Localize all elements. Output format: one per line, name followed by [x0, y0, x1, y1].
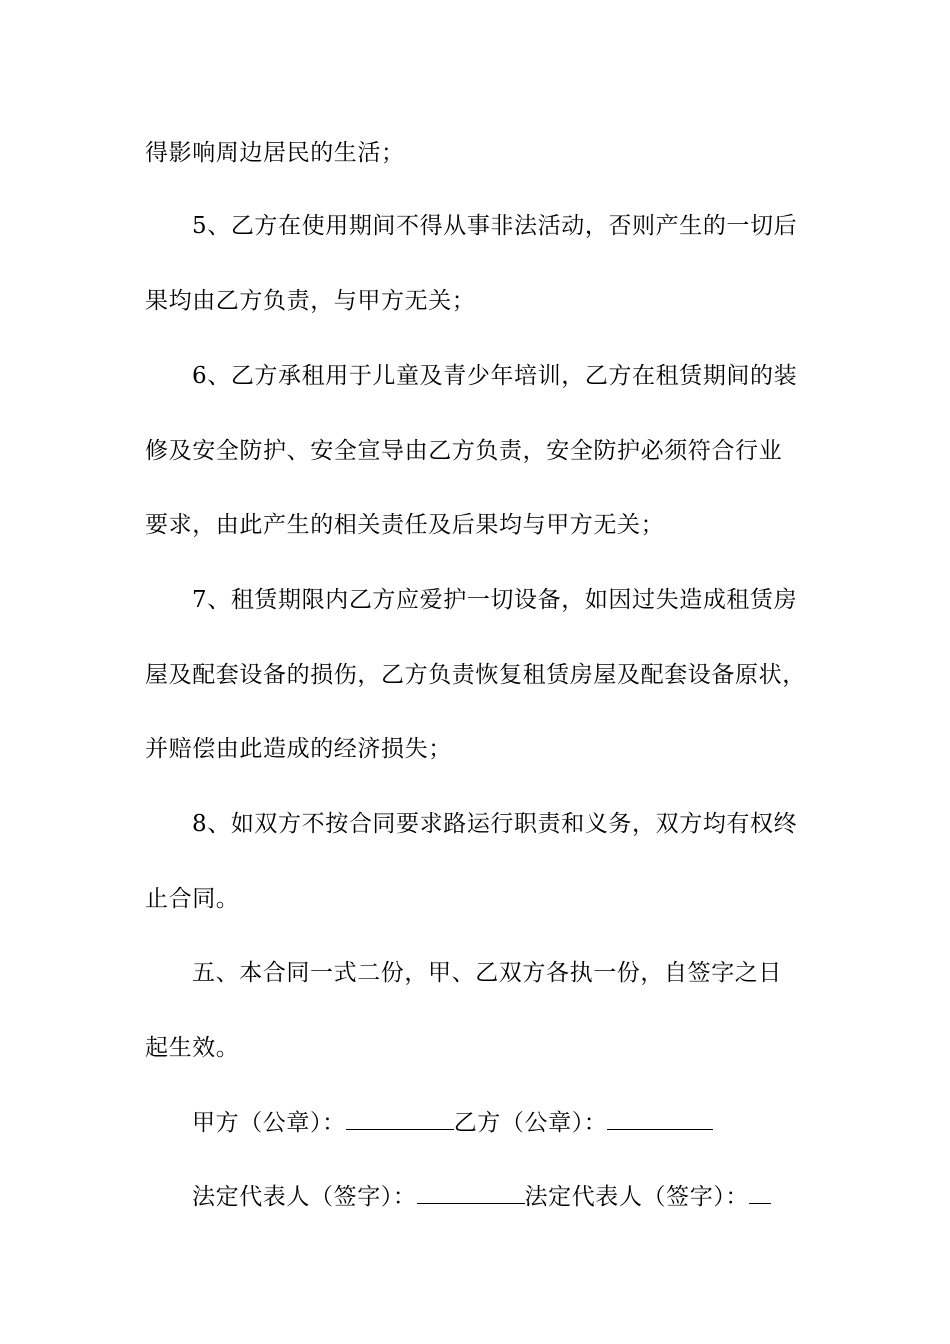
- party-a-rep-label: 法定代表人（签字）：: [192, 1184, 417, 1210]
- party-b-seal-blank: [607, 1109, 713, 1130]
- paragraph-line: 五、本合同一式二份，甲、乙双方各执一份，自签字之日: [192, 960, 782, 986]
- representative-line: [192, 1182, 771, 1212]
- paragraph-line: 得影响周边居民的生活；: [145, 140, 405, 166]
- paragraph-line: 8、如双方不按合同要求路运行职责和义务，双方均有权终: [192, 811, 798, 837]
- paragraph-line: 起生效。: [145, 1035, 240, 1061]
- party-b-rep-label: 法定代表人（签字）：: [524, 1184, 749, 1210]
- party-b-rep-blank: [749, 1183, 771, 1204]
- paragraph-line: 并赔偿由此造成的经济损失；: [145, 736, 452, 762]
- party-b-seal-label: 乙方（公章）：: [453, 1110, 608, 1136]
- party-a-rep-blank: [417, 1183, 525, 1204]
- paragraph-line: 要求，由此产生的相关责任及后果均与甲方无关；: [145, 512, 665, 538]
- party-a-seal-label: 甲方（公章）：: [192, 1110, 346, 1136]
- paragraph-line: 止合同。: [145, 886, 240, 912]
- paragraph-line: 6、乙方承租用于儿童及青少年培训，乙方在租赁期间的装: [192, 363, 798, 389]
- party-a-seal-blank: [346, 1109, 454, 1130]
- paragraph-line: 7、租赁期限内乙方应爱护一切设备，如因过失造成租赁房: [192, 587, 798, 613]
- paragraph-line: 屋及配套设备的损伤，乙方负责恢复租赁房屋及配套设备原状，: [145, 662, 806, 688]
- paragraph-line: 果均由乙方负责，与甲方无关；: [145, 288, 476, 314]
- paragraph-line: 5、乙方在使用期间不得从事非法活动，否则产生的一切后: [192, 213, 798, 239]
- seal-line: [192, 1108, 713, 1138]
- paragraph-line: 修及安全防护、安全宣导由乙方负责，安全防护必须符合行业: [145, 438, 783, 464]
